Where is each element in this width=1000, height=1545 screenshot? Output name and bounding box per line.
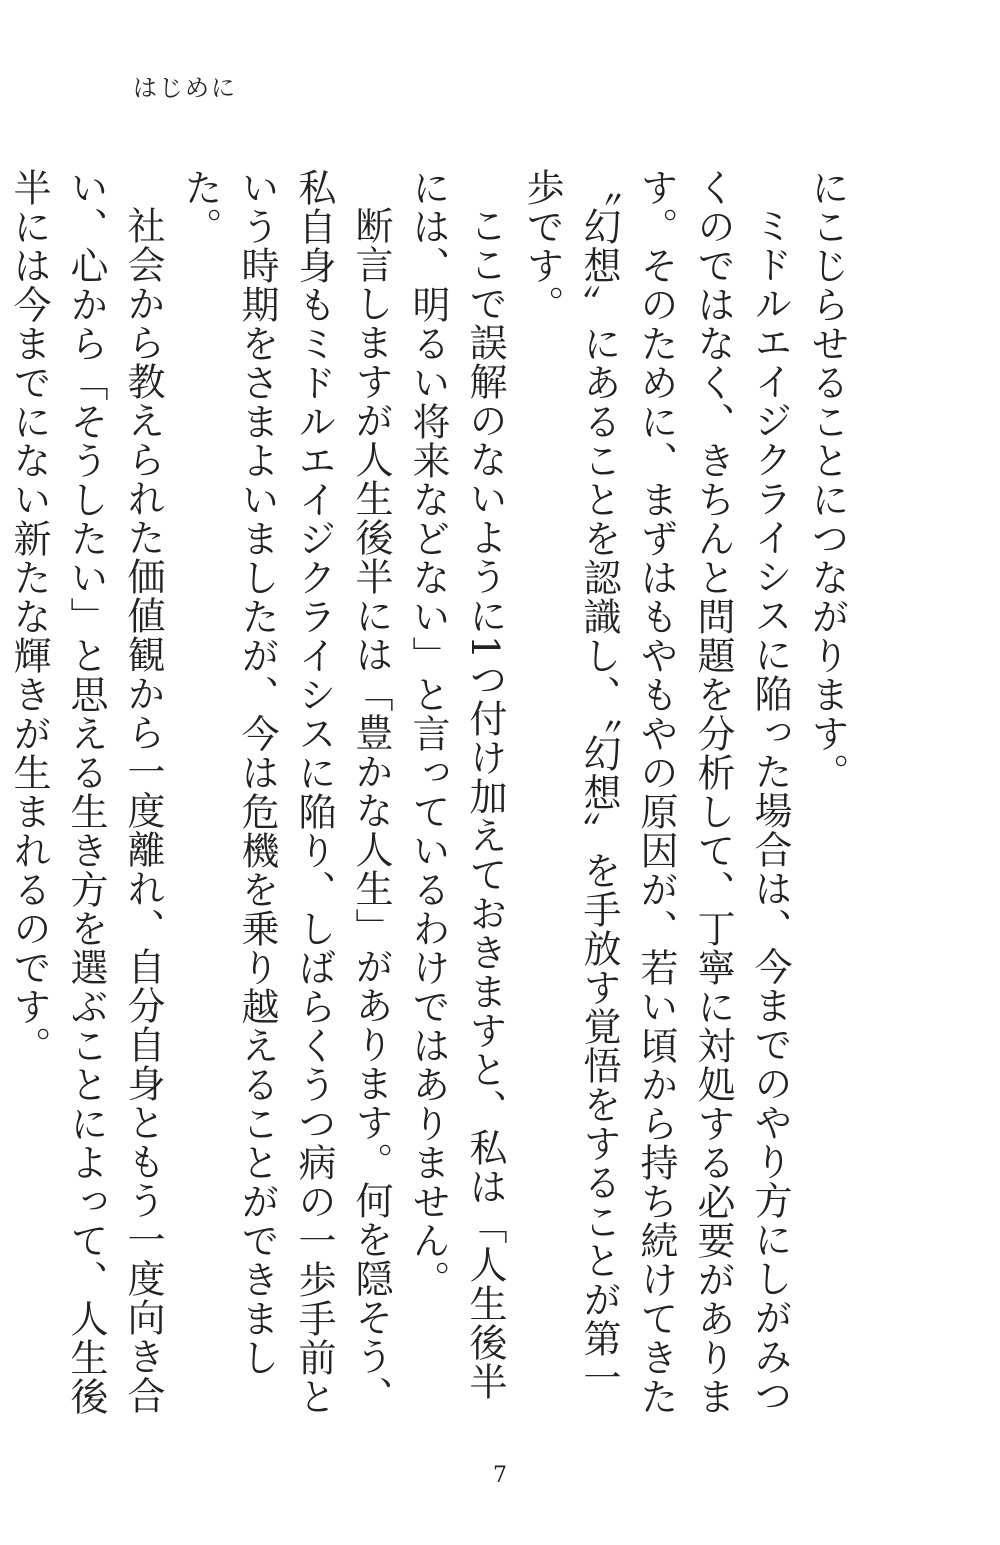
paragraph: 社会から教えられた価値観から一度離れ、自分自身ともう一度向き合い、心から「そうしたい」と思える生き方を選ぶことによって、人生後半には今までにない新たな輝きが生まれるのです。 <box>7 168 165 1416</box>
paragraph: 断言しますが人生後半には「豊かな人生」があります。何を隠そう、私自身もミドルエイジクライシスに陥り、しばらくうつ病の一歩手前という時期をさまよいましたが、今は危機を乗り越えることができました。 <box>178 168 393 1416</box>
page-number: 7 <box>493 1463 507 1488</box>
paragraph: ここで誤解のないように1つ付け加えておきますと、私は「人生後半には、明るい将来などない」と言っているわけではありません。 <box>406 168 507 1402</box>
running-header: はじめに <box>133 74 237 102</box>
paragraph-continuation: にこじらせることにつながります。 <box>805 168 849 792</box>
body-text <box>7 168 855 1423</box>
paragraph: ミドルエイジクライシスに陥った場合は、今までのやり方にしがみつくのではなく、きちんと問題を分析して、丁寧に対処する必要があります。そのために、まずはもやもやの原因が、若い頃から持ち続けてきた〝幻想〟にあることを認識し、〝幻想〟を手放す覚悟をすることが第一歩です。 <box>520 168 792 1416</box>
